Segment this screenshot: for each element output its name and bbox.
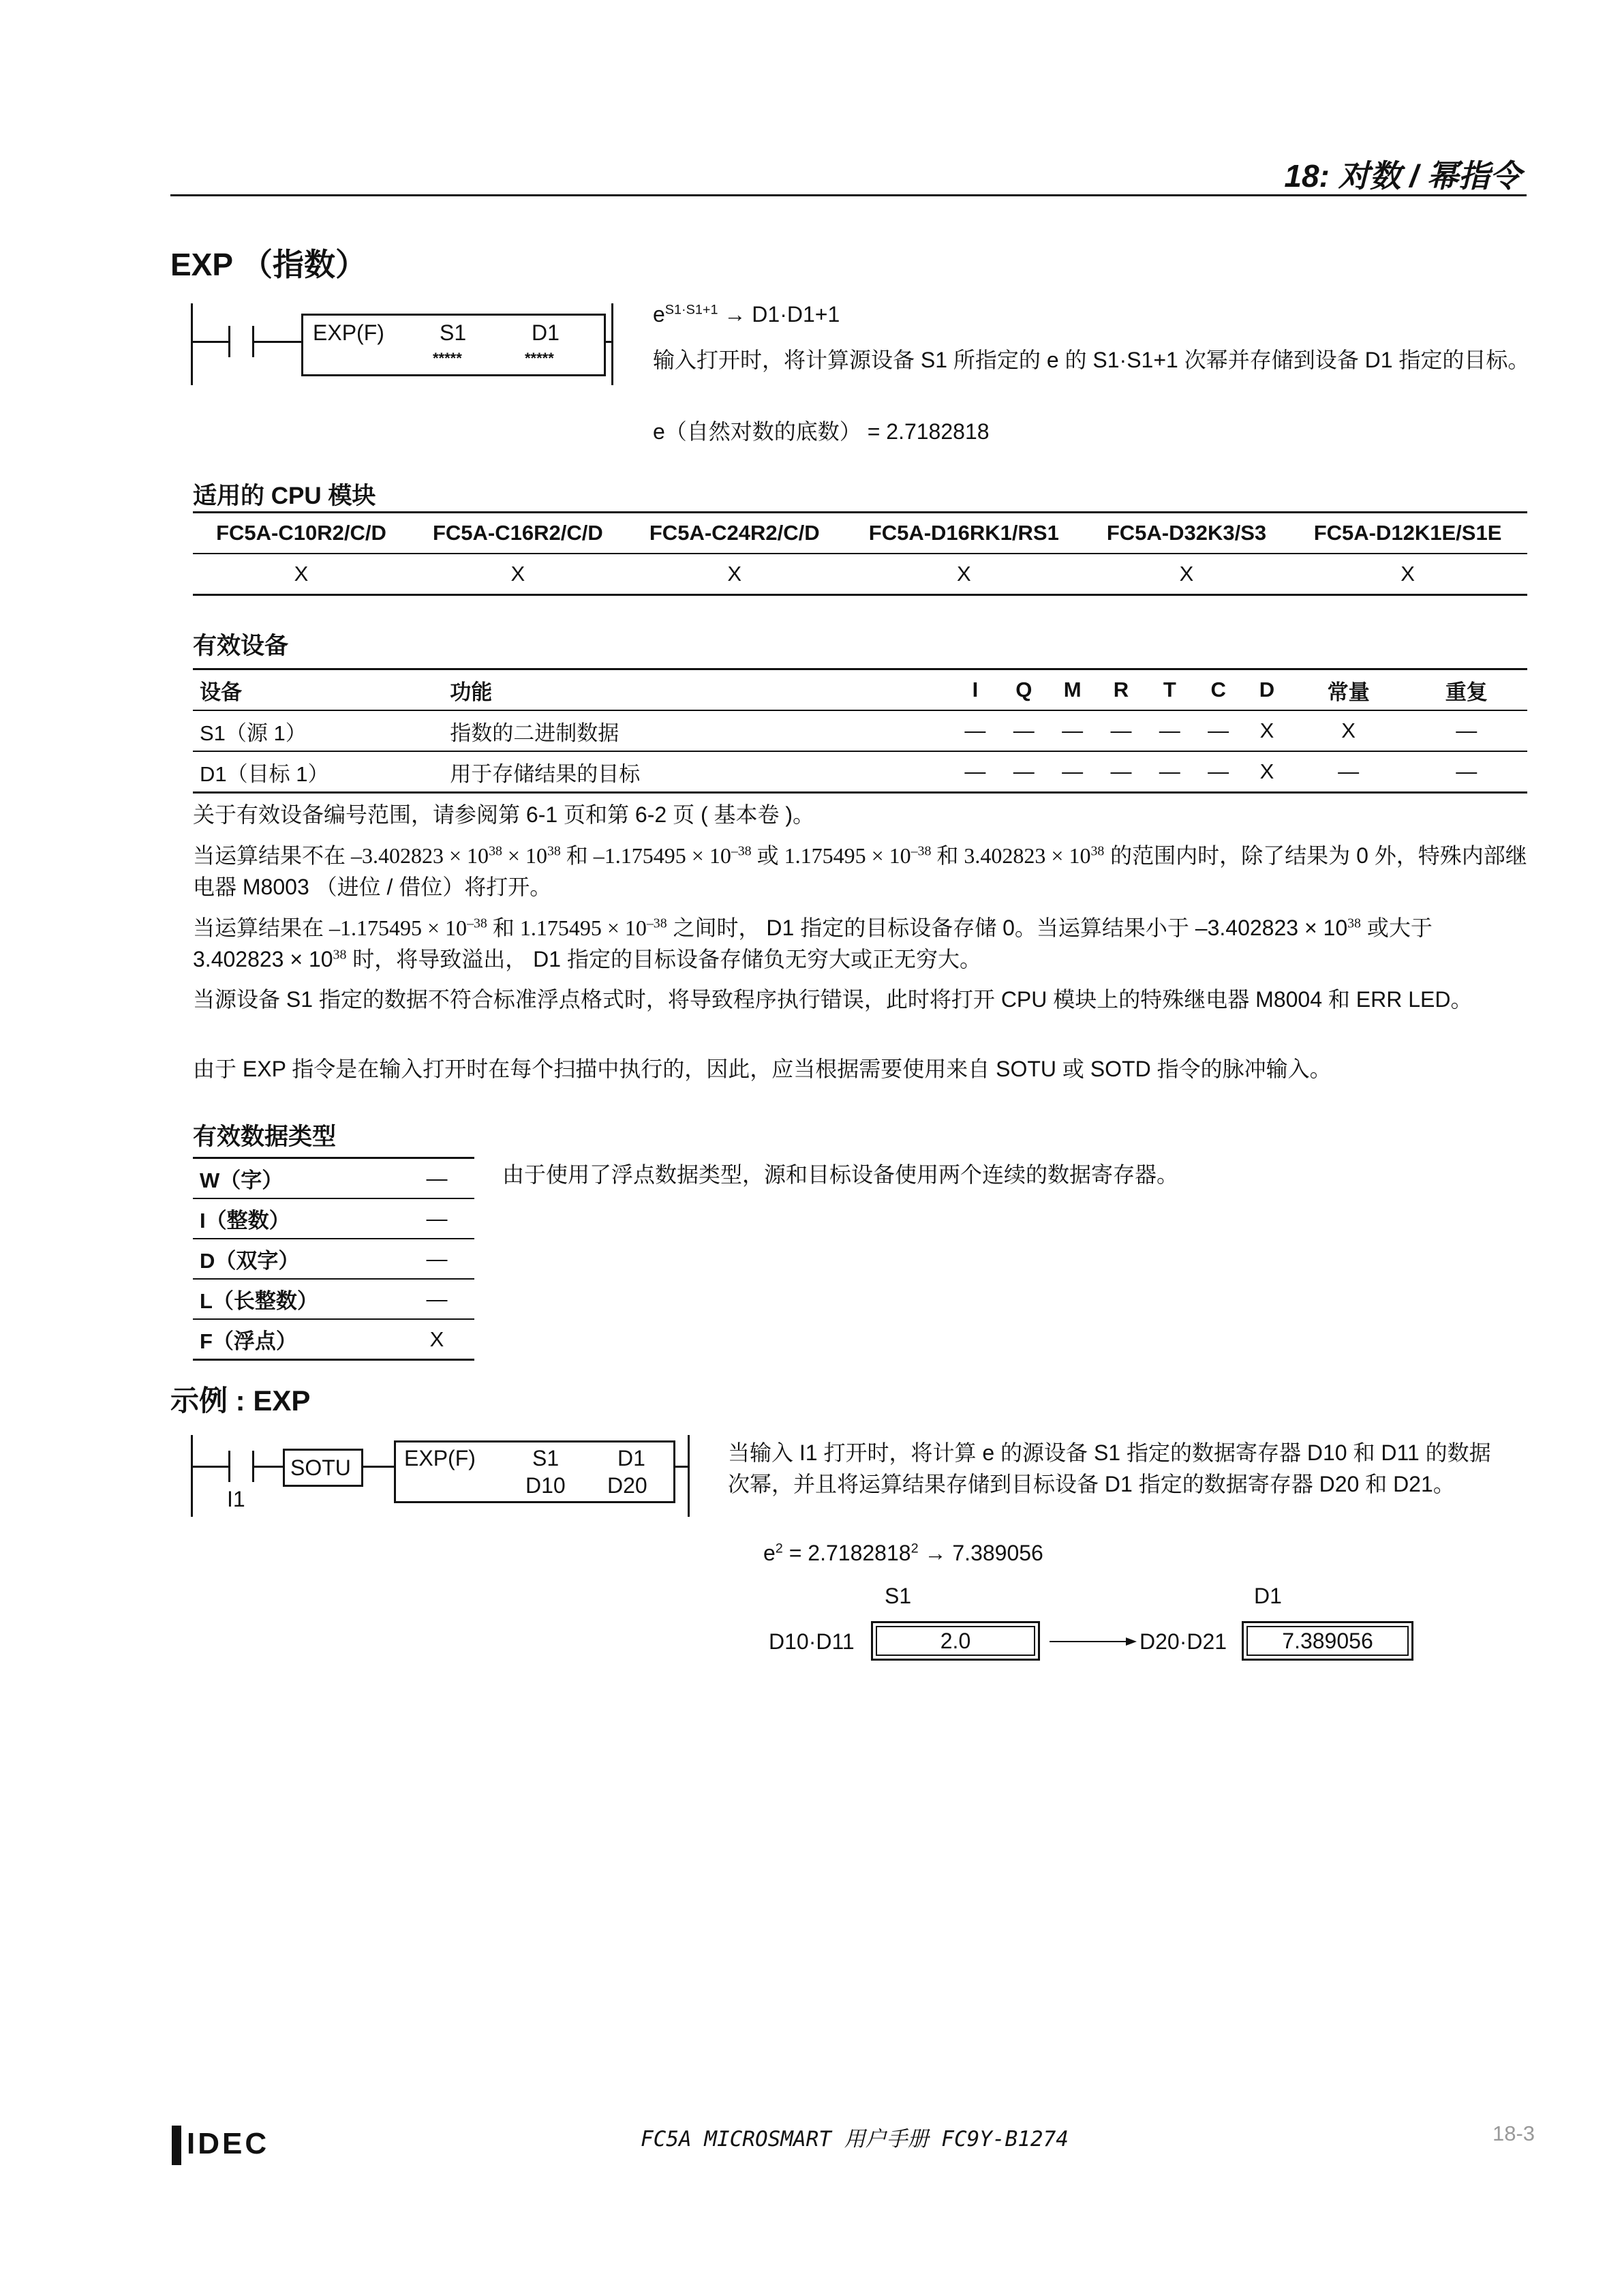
exp-instruction-box [301, 314, 606, 376]
dt-value: — [399, 1239, 474, 1279]
dt-value: — [399, 1198, 474, 1239]
idec-logo [172, 2126, 288, 2165]
right-rail [688, 1435, 690, 1517]
th-col: Q [1000, 669, 1048, 711]
dt-label: I（整数） [193, 1198, 399, 1239]
note-error: 当源设备 S1 指定的数据不符合标准浮点格式时，将导致程序执行错误，此时将打开 CPU 模块上的特殊继电器 M8004 和 ERR LED。 [193, 987, 1473, 1012]
th-repeat: 重复 [1406, 669, 1527, 711]
cell: X [1242, 751, 1291, 793]
example-equation: $e^2 = 2.7182818^2 \to 7.389056$ [763, 1541, 1043, 1565]
cpu-mark: X [1288, 554, 1527, 595]
th-col: C [1194, 669, 1242, 711]
list-item [193, 1319, 474, 1360]
cpu-mark: X [410, 554, 626, 595]
th-function: 功能 [443, 669, 951, 711]
th-col: D [1242, 669, 1291, 711]
devices-table [193, 668, 1527, 794]
example-title: 示例 : EXP [170, 1385, 311, 1417]
th-col: R [1097, 669, 1145, 711]
source-value: 2.0 [876, 1626, 1035, 1656]
d1-label: D1 [532, 320, 560, 345]
th-col: I [951, 669, 999, 711]
th-col: M [1048, 669, 1097, 711]
d1-stars: ***** [525, 350, 554, 367]
cpu-mark: X [1085, 554, 1288, 595]
op-label: EXP(F) [313, 320, 384, 345]
dt-label: W（字） [193, 1158, 399, 1199]
cpu-model: FC5A-D12K1E/S1E [1288, 513, 1527, 554]
th-col: T [1146, 669, 1194, 711]
formula: $e^{S1\cdot S1+1} \to D1\cdot D1+1$ [653, 302, 840, 327]
d1-value: D20 [607, 1473, 647, 1498]
footer-text: FC5A MICROSMART 用户手册 FC9Y-B1274 [641, 2127, 1069, 2151]
cpu-model: FC5A-C10R2/C/D [193, 513, 410, 554]
arrow-right-icon [1050, 1635, 1138, 1648]
sotu-box [283, 1449, 363, 1487]
dt-label: D（双字） [193, 1239, 399, 1279]
table-row [193, 710, 1527, 751]
cell: — [1048, 751, 1097, 793]
row-function: 指数的二进制数据 [443, 710, 951, 751]
exp-instruction-box [394, 1440, 675, 1503]
dest-value-box [1242, 1621, 1413, 1661]
wire [252, 341, 301, 343]
row-function: 用于存储结果的目标 [443, 751, 951, 793]
dest-value: 7.389056 [1246, 1626, 1409, 1656]
cell: — [1146, 710, 1194, 751]
row-device: S1（源 1） [193, 710, 443, 751]
wire [606, 341, 611, 343]
source-value-box [871, 1621, 1040, 1661]
cpu-model: FC5A-D32K3/S3 [1085, 513, 1288, 554]
note-pulse: 由于 EXP 指令是在输入打开时在每个扫描中执行的，因此，应当根据需要使用来自 SOTU 或 SOTD 指令的脉冲输入。 [193, 1057, 1332, 1081]
cell: — [951, 751, 999, 793]
logo-bar [172, 2126, 181, 2165]
dt-value: X [399, 1319, 474, 1360]
cell-const: — [1291, 751, 1406, 793]
cell: — [951, 710, 999, 751]
cell-const: X [1291, 710, 1406, 751]
cpu-mark: X [843, 554, 1085, 595]
wire [191, 341, 228, 343]
cell: — [1194, 751, 1242, 793]
cpu-table [193, 511, 1527, 596]
cell: — [1194, 710, 1242, 751]
cell: — [1000, 710, 1048, 751]
page-number: 18-3 [1493, 2121, 1535, 2145]
chapter-title: 18: 对数 / 幂指令 [1284, 158, 1521, 194]
dest-label: D1 [1254, 1584, 1282, 1608]
cell: X [1242, 710, 1291, 751]
cell-repeat: — [1406, 751, 1527, 793]
header-rule [170, 194, 1527, 196]
contact-left [228, 1451, 230, 1482]
list-item [193, 1279, 474, 1319]
contact-left [228, 326, 230, 357]
sotu-label: SOTU [290, 1455, 351, 1480]
s1-stars: ***** [433, 350, 462, 367]
logo-text: IDEC [187, 2127, 270, 2160]
dt-value: — [399, 1279, 474, 1319]
s1-label: S1 [532, 1446, 560, 1470]
s1-label: S1 [440, 320, 467, 345]
dt-label: F（浮点） [193, 1319, 399, 1360]
s1-value: D10 [525, 1473, 566, 1498]
cell: — [1048, 710, 1097, 751]
note-overflow: 当运算结果在 $-1.175495 \times 10^{-38}$ 和 $1.175495 \times 10^{-38}$ 之间时， D1 指定的目标设备存储 0。当运算结果小于 $-3.402823 \times 10^{38}$ 或大于 $3.402823 \times 10^{38}$ 时，将导致溢出， D1 指定的目标设备存储负无穷大或正无穷大。 [193, 916, 1433, 971]
list-item [193, 1198, 474, 1239]
cell: — [1097, 751, 1145, 793]
wire [252, 1466, 283, 1468]
datatypes-title: 有效数据类型 [193, 1123, 337, 1150]
section-title: EXP （指数） [170, 247, 367, 282]
left-rail [191, 303, 193, 385]
note-range: 关于有效设备编号范围，请参阅第 6-1 页和第 6-2 页 ( 基本卷 )。 [193, 802, 815, 827]
wire [191, 1466, 228, 1468]
description: 输入打开时，将计算源设备 S1 所指定的 e 的 S1·S1+1 次幂并存储到设备 D1 指定的目标。 [653, 348, 1530, 372]
row-device: D1（目标 1） [193, 751, 443, 793]
dt-label: L（长整数） [193, 1279, 399, 1319]
right-rail [611, 303, 613, 385]
list-item [193, 1239, 474, 1279]
wire [363, 1466, 394, 1468]
op-label: EXP(F) [404, 1446, 476, 1470]
e-value: e（自然对数的底数） = 2.7182818 [653, 419, 990, 444]
dt-value: — [399, 1158, 474, 1199]
datatypes-table [193, 1157, 474, 1361]
example-description: 当输入 I1 打开时，将计算 e 的源设备 S1 指定的数据寄存器 D10 和 D11 的数据次幂，并且将运算结果存储到目标设备 D1 指定的数据寄存器 D20 和 D21。 [728, 1440, 1491, 1496]
d1-label: D1 [617, 1446, 645, 1470]
left-rail [191, 1435, 193, 1517]
devices-title: 有效设备 [193, 633, 289, 659]
table-row [193, 751, 1527, 793]
th-device: 设备 [193, 669, 443, 711]
cpu-mark: X [626, 554, 843, 595]
th-const: 常量 [1291, 669, 1406, 711]
input-label: I1 [227, 1487, 245, 1511]
dest-register: D20·D21 [1139, 1629, 1227, 1654]
datatypes-note: 由于使用了浮点数据类型，源和目标设备使用两个连续的数据寄存器。 [502, 1162, 1179, 1187]
note-carry: 当运算结果不在 $-3.402823 \times 10^{38} \times 10^{38}$ 和 $-1.175495 \times 10^{-38}$ 或 $1.175495 \times 10^{-38}$ 和 $3.402823 \times 10^{38}$ 的范围内时，除了结果为 0 外，特殊内部继电器 M8003 （进位 / 借位）将打开。 [193, 843, 1527, 899]
list-item [193, 1158, 474, 1199]
wire [675, 1466, 688, 1468]
cpu-model: FC5A-C16R2/C/D [410, 513, 626, 554]
cell: — [1097, 710, 1145, 751]
cpu-model: FC5A-C24R2/C/D [626, 513, 843, 554]
cell: — [1000, 751, 1048, 793]
cpu-model: FC5A-D16RK1/RS1 [843, 513, 1085, 554]
cpu-mark: X [193, 554, 410, 595]
source-label: S1 [885, 1584, 912, 1608]
source-register: D10·D11 [769, 1629, 855, 1654]
cpu-title: 适用的 CPU 模块 [193, 483, 376, 509]
cell: — [1146, 751, 1194, 793]
cell-repeat: — [1406, 710, 1527, 751]
